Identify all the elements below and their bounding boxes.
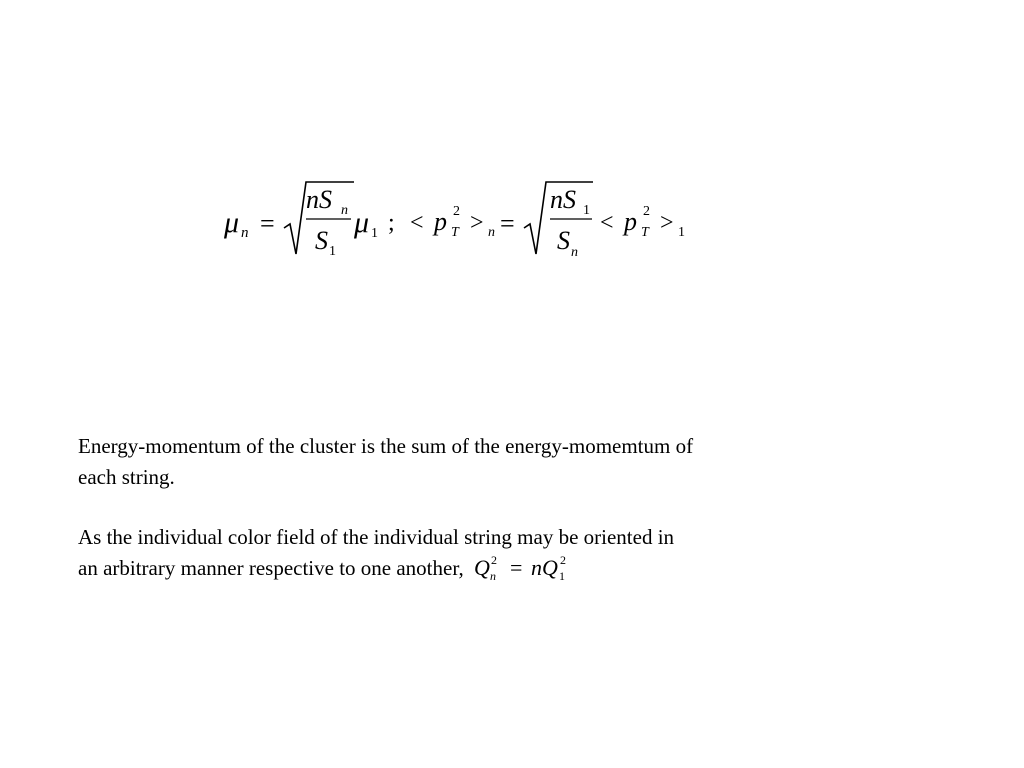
formula-semicolon: ; (388, 210, 395, 236)
formula-gt-2-sub: 1 (678, 225, 685, 240)
inline-formula-Q-n-sub: n (489, 569, 496, 583)
inline-formula-svg (474, 553, 574, 583)
inline-formula-equals: = (509, 555, 523, 580)
inline-formula-Q-1-sup: 2 (559, 553, 566, 567)
formula-lt-1: < (410, 210, 424, 236)
formula-mu-n: μ (224, 206, 240, 239)
formula-p-2: p (624, 207, 637, 236)
formula-svg (220, 176, 700, 266)
formula-equals-1: = (260, 209, 275, 238)
formula-frac2-numerator-sub: 1 (583, 203, 590, 218)
formula-frac1-numerator-sub: n (341, 203, 348, 218)
paragraph-color-field (78, 522, 858, 584)
inline-formula-n: n (530, 555, 542, 580)
formula-frac2-numerator: nS (550, 185, 576, 214)
formula-frac2-denominator-sub: n (571, 245, 578, 260)
display-formula (220, 176, 700, 266)
inline-formula (474, 553, 574, 584)
formula-mu-1-subscript: 1 (371, 226, 378, 241)
inline-formula-Q-n: Q (473, 555, 490, 580)
formula-frac1-denominator: S (315, 226, 328, 255)
formula-p-2-sup: 2 (643, 204, 650, 219)
paragraph-energy-momentum-line2: each string. (78, 465, 175, 489)
formula-lt-2: < (600, 210, 614, 236)
formula-equals-2: = (500, 209, 515, 238)
formula-frac2-denominator: S (557, 226, 570, 255)
formula-gt-2: > (660, 210, 674, 236)
paragraph-color-field-line1: As the individual color field of the individual string may be oriented in (78, 525, 675, 549)
formula-p-1: p (434, 207, 447, 236)
formula-gt-1-sub: n (488, 225, 495, 240)
inline-formula-Q-1: Q (541, 555, 558, 580)
inline-formula-Q-1-sub: 1 (558, 569, 565, 583)
paragraph-energy-momentum-line1: Energy-momentum of the cluster is the sum of the energy-momemtum of (78, 434, 694, 458)
formula-gt-1: > (470, 210, 484, 236)
formula-mu-1: μ (354, 206, 370, 239)
formula-frac1-denominator-sub: 1 (329, 244, 336, 259)
inline-formula-Q-n-sup: 2 (490, 553, 497, 567)
formula-frac1-numerator: nS (306, 185, 332, 214)
formula-p-2-sub: T (641, 225, 649, 240)
formula-p-1-sub: T (451, 225, 459, 240)
formula-mu-n-subscript: n (241, 225, 249, 241)
paragraph-color-field-line2: an arbitrary manner respective to one another, (78, 556, 464, 580)
formula-p-1-sup: 2 (453, 204, 460, 219)
paragraph-energy-momentum (78, 431, 858, 493)
